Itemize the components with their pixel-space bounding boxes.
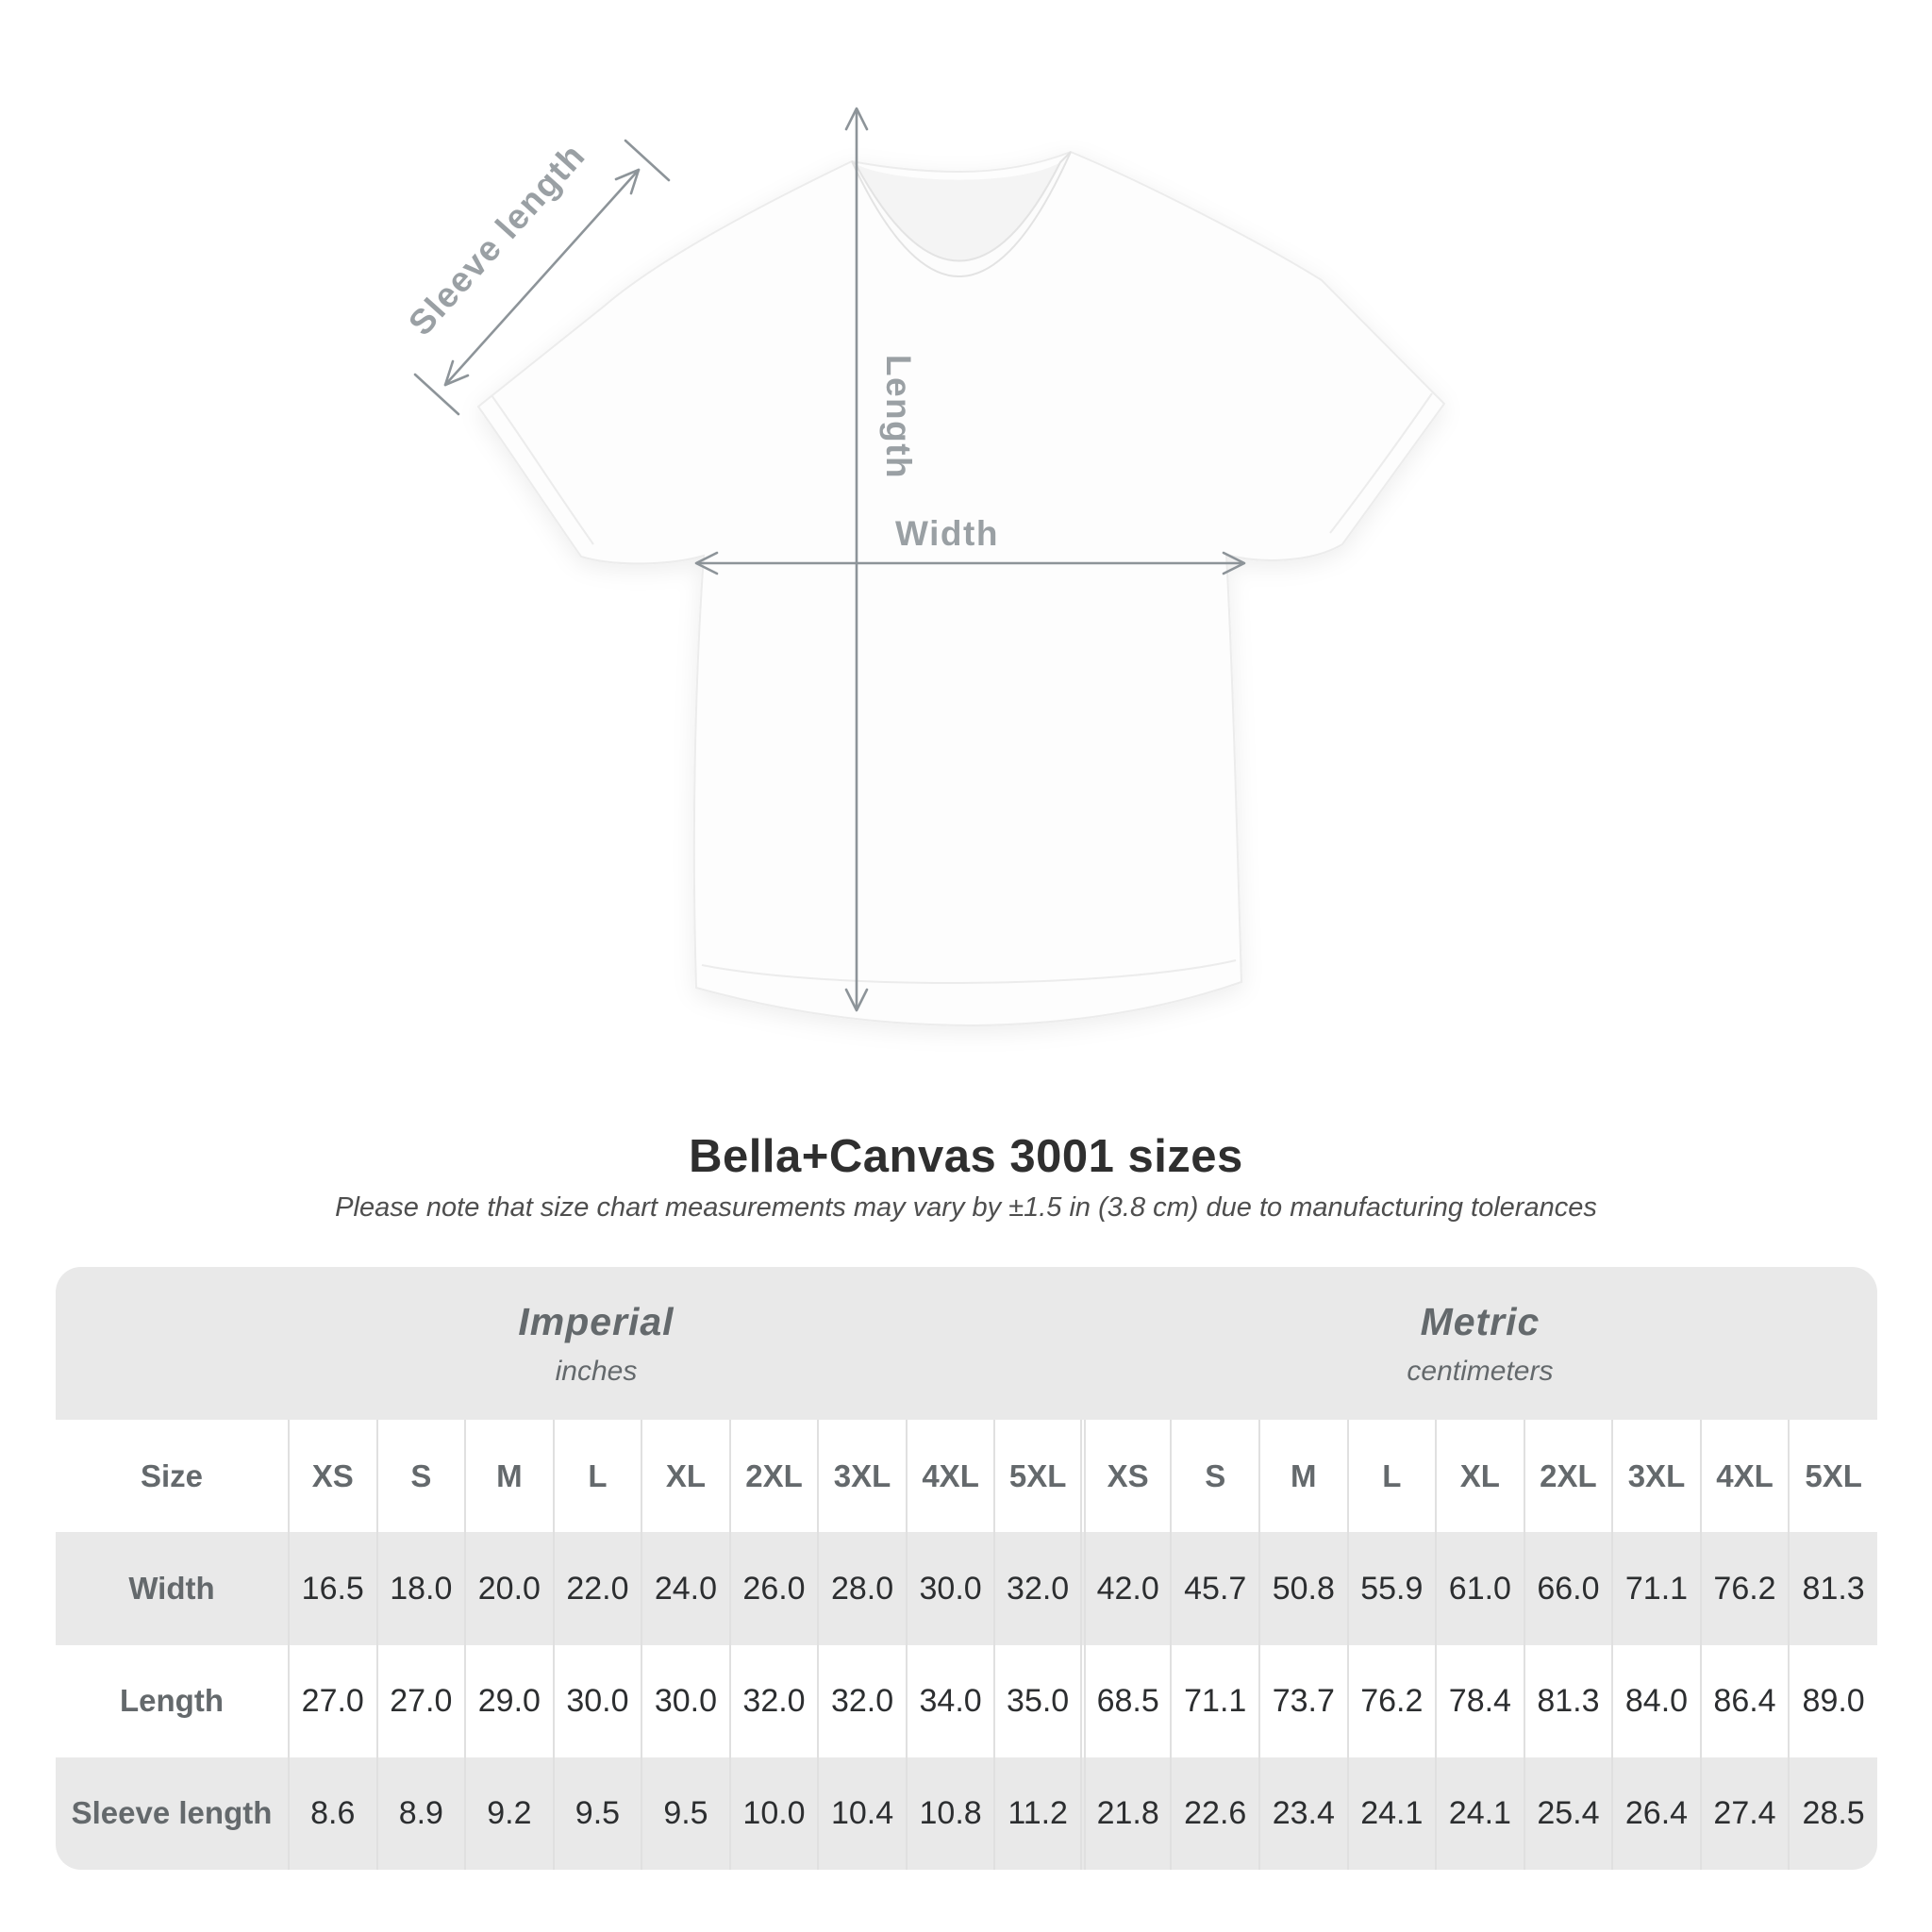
imperial-value: 32.0 <box>994 1532 1083 1644</box>
imperial-value: 9.2 <box>465 1757 554 1870</box>
metric-value: 23.4 <box>1259 1757 1348 1870</box>
size-col-metric-5xl: 5XL <box>1789 1420 1877 1532</box>
unit-group-header-row <box>56 1267 1877 1420</box>
metric-value: 81.3 <box>1789 1532 1877 1644</box>
metric-value: 86.4 <box>1701 1645 1790 1757</box>
imperial-value: 28.0 <box>818 1532 907 1644</box>
size-col-imperial-m: M <box>465 1420 554 1532</box>
imperial-value: 29.0 <box>465 1645 554 1757</box>
metric-group-label: Metric <box>1420 1299 1541 1343</box>
imperial-group-unit: inches <box>555 1355 638 1387</box>
metric-value: 24.1 <box>1436 1757 1524 1870</box>
metric-value: 61.0 <box>1436 1532 1524 1644</box>
tolerance-note: Please note that size chart measurements may vary by ±1.5 in (3.8 cm) due to manufacturing tolerances <box>335 1192 1597 1223</box>
metric-value: 22.6 <box>1171 1757 1259 1870</box>
metric-value: 73.7 <box>1259 1645 1348 1757</box>
imperial-value: 30.0 <box>641 1645 730 1757</box>
imperial-value: 16.5 <box>289 1532 377 1644</box>
metric-value: 89.0 <box>1789 1645 1877 1757</box>
metric-value: 71.1 <box>1171 1645 1259 1757</box>
metric-group-header <box>1083 1267 1877 1420</box>
size-col-metric-4xl: 4XL <box>1701 1420 1790 1532</box>
imperial-value: 9.5 <box>554 1757 642 1870</box>
table-row-sleeve-length <box>56 1757 1877 1870</box>
imperial-group-header <box>56 1267 1083 1420</box>
imperial-value: 27.0 <box>289 1645 377 1757</box>
size-col-metric-xs: XS <box>1083 1420 1172 1532</box>
metric-value: 28.5 <box>1789 1757 1877 1870</box>
metric-value: 78.4 <box>1436 1645 1524 1757</box>
imperial-value: 8.9 <box>377 1757 466 1870</box>
metric-value: 27.4 <box>1701 1757 1790 1870</box>
metric-value: 84.0 <box>1612 1645 1701 1757</box>
imperial-value: 35.0 <box>994 1645 1083 1757</box>
size-col-metric-m: M <box>1259 1420 1348 1532</box>
imperial-value: 27.0 <box>377 1645 466 1757</box>
imperial-value: 10.4 <box>818 1757 907 1870</box>
sleeve-length-label: Sleeve length <box>401 136 593 343</box>
tshirt-body <box>478 152 1444 1025</box>
length-label: Length <box>879 354 918 480</box>
imperial-value: 20.0 <box>465 1532 554 1644</box>
row-label-sleeve-length: Sleeve length <box>56 1757 289 1870</box>
imperial-value: 18.0 <box>377 1532 466 1644</box>
size-col-imperial-3xl: 3XL <box>818 1420 907 1532</box>
size-table-grid <box>56 1267 1877 1870</box>
imperial-value: 30.0 <box>554 1645 642 1757</box>
size-col-imperial-xs: XS <box>289 1420 377 1532</box>
size-col-imperial-5xl: 5XL <box>994 1420 1083 1532</box>
metric-value: 25.4 <box>1524 1757 1613 1870</box>
imperial-value: 30.0 <box>907 1532 995 1644</box>
size-col-imperial-l: L <box>554 1420 642 1532</box>
size-col-metric-xl: XL <box>1436 1420 1524 1532</box>
size-col-metric-3xl: 3XL <box>1612 1420 1701 1532</box>
page-title: Bella+Canvas 3001 sizes <box>689 1131 1243 1182</box>
metric-value: 66.0 <box>1524 1532 1613 1644</box>
imperial-value: 24.0 <box>641 1532 730 1644</box>
size-col-imperial-2xl: 2XL <box>730 1420 819 1532</box>
tshirt-graphic <box>478 152 1444 1025</box>
metric-value: 50.8 <box>1259 1532 1348 1644</box>
metric-value: 55.9 <box>1348 1532 1437 1644</box>
size-col-metric-s: S <box>1171 1420 1259 1532</box>
imperial-value: 34.0 <box>907 1645 995 1757</box>
size-col-metric-l: L <box>1348 1420 1437 1532</box>
imperial-group-label: Imperial <box>518 1299 675 1343</box>
metric-value: 68.5 <box>1083 1645 1172 1757</box>
imperial-value: 10.0 <box>730 1757 819 1870</box>
size-col-imperial-s: S <box>377 1420 466 1532</box>
imperial-value: 32.0 <box>730 1645 819 1757</box>
imperial-value: 10.8 <box>907 1757 995 1870</box>
metric-value: 45.7 <box>1171 1532 1259 1644</box>
metric-value: 21.8 <box>1083 1757 1172 1870</box>
size-header-row <box>56 1420 1877 1532</box>
size-col-imperial-xl: XL <box>641 1420 730 1532</box>
metric-group-unit: centimeters <box>1407 1355 1554 1387</box>
metric-value: 76.2 <box>1348 1645 1437 1757</box>
imperial-value: 22.0 <box>554 1532 642 1644</box>
imperial-value: 11.2 <box>994 1757 1083 1870</box>
imperial-value: 8.6 <box>289 1757 377 1870</box>
row-label-length: Length <box>56 1645 289 1757</box>
size-column-header: Size <box>56 1420 289 1532</box>
metric-value: 76.2 <box>1701 1532 1790 1644</box>
size-col-imperial-4xl: 4XL <box>907 1420 995 1532</box>
size-table <box>56 1267 1877 1870</box>
imperial-value: 32.0 <box>818 1645 907 1757</box>
width-label: Width <box>895 514 999 553</box>
imperial-value: 9.5 <box>641 1757 730 1870</box>
table-row-length <box>56 1645 1877 1757</box>
metric-value: 42.0 <box>1083 1532 1172 1644</box>
row-label-width: Width <box>56 1532 289 1644</box>
table-row-width <box>56 1532 1877 1644</box>
metric-value: 81.3 <box>1524 1645 1613 1757</box>
imperial-value: 26.0 <box>730 1532 819 1644</box>
size-col-metric-2xl: 2XL <box>1524 1420 1613 1532</box>
metric-value: 71.1 <box>1612 1532 1701 1644</box>
metric-value: 24.1 <box>1348 1757 1437 1870</box>
metric-value: 26.4 <box>1612 1757 1701 1870</box>
